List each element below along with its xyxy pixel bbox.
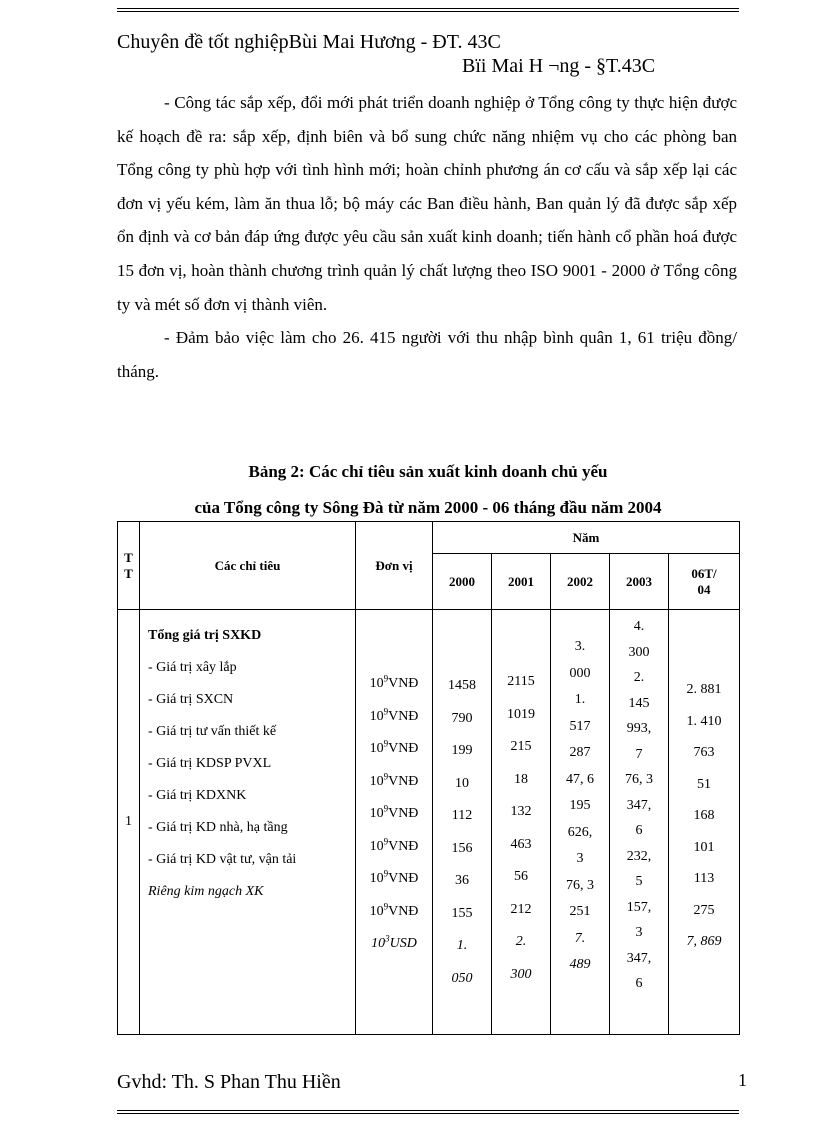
values-2002 (551, 610, 609, 979)
value-cell: 347, (626, 950, 652, 966)
values-2001-cell (492, 610, 551, 1035)
value-cell: 3. (574, 639, 586, 654)
y2004-line-1: 06T/ (691, 565, 717, 581)
value-cell: 76, 3 (625, 772, 653, 787)
value-cell: 212 (510, 901, 532, 917)
value-cell: 215 (510, 739, 532, 754)
unit-item: $10^9VNĐ$ (369, 900, 419, 919)
value-cell: 155 (451, 905, 473, 921)
indicator-item: - Giá trị SXCN (148, 692, 234, 707)
table-subtitle: của Tổng công ty Sông Đà từ năm 2000 - 06 tháng đầu năm 2004 (194, 498, 662, 517)
indicator-item: - Giá trị xây lắp (148, 660, 237, 675)
value-cell: 2. (515, 934, 527, 949)
value-cell: 287 (569, 745, 591, 760)
value-cell: 4. (633, 619, 645, 634)
value-cell: 1019 (507, 706, 535, 722)
value-cell: 195 (569, 798, 591, 813)
unit-item: $10^3USD$ (371, 933, 417, 951)
indicator-item: - Giá trị KD vật tư, vận tải (148, 852, 297, 867)
unit-item: $10^9VNĐ$ (369, 770, 419, 789)
indicator-item: - Giá trị KD nhà, hạ tầng (148, 820, 288, 835)
value-cell: 2115 (507, 674, 535, 689)
indicator-list (140, 610, 355, 908)
footer-advisor: Gvhd: Th. S Phan Thu Hiền (117, 1071, 341, 1093)
paragraph-restructuring: - Công tác sắp xếp, đổi mới phát triển doanh nghiệp ở Tổng công ty thực hiện được kế hoạch đề ra: sắp xếp, định biên và bổ sung chức năng nhiệm vụ cho các phòng ban Tổng công ty phù hợp với tình hình mới; hoàn chỉnh phương án cơ cấu và sắp xếp lại các đơn vị yếu kém, làm ăn thua lỗ; bộ máy các Ban điều hành, Ban quản lý đã được sắp xếp ổn định và cơ bản đáp ứng được yêu cầu sản xuất kinh doanh; tiến hành cổ phần hoá được 15 đơn vị, hoàn thành chương trình quản lý chất lượng theo ISO 9001 - 2000 ở Tổng công ty và mét số đơn vị thành viên. (117, 93, 737, 314)
value-cell: 050 (451, 970, 473, 986)
values-2003-cell (610, 610, 669, 1035)
value-cell: 5 (635, 874, 643, 889)
value-cell: 463 (510, 836, 532, 852)
col-header-unit: Đơn vị (356, 522, 433, 610)
value-cell: 157, (626, 899, 652, 915)
value-cell: 275 (693, 902, 715, 918)
value-cell: 18 (514, 771, 528, 787)
col-header-2003: 2003 (610, 554, 669, 610)
value-cell: 199 (451, 743, 473, 758)
value-cell: 3 (635, 925, 643, 940)
value-cell: 763 (693, 745, 715, 760)
value-cell: 112 (451, 808, 473, 823)
value-cell: 47, 6 (566, 771, 594, 787)
footer-rule (117, 1110, 739, 1114)
value-cell: 168 (693, 808, 715, 823)
value-cell: 145 (628, 695, 650, 711)
col-header-tt (118, 522, 140, 610)
value-cell: 000 (569, 665, 591, 681)
indicators-table (117, 521, 740, 1035)
value-cell: 626, (567, 824, 593, 840)
table-row (118, 610, 740, 1035)
unit-cell (356, 610, 433, 1035)
header-title: Chuyên đề tốt nghiệpBùi Mai Hương - ĐT. 43C (117, 31, 501, 53)
value-cell: 300 (628, 644, 650, 660)
value-cell: 1. 410 (686, 713, 722, 729)
value-cell: 6 (635, 823, 643, 838)
value-cell: 1. (574, 692, 586, 707)
indicator-item: Riêng kim ngạch XK (148, 884, 264, 899)
values-2000 (433, 610, 491, 995)
header-garbled-author: Bïi Mai H ¬ng - §T.43C (462, 55, 656, 77)
values-2000-cell (433, 610, 492, 1035)
unit-item: $10^9VNĐ$ (369, 803, 419, 821)
unit-item: $10^9VNĐ$ (369, 705, 419, 724)
unit-item: $10^9VNĐ$ (369, 673, 419, 691)
value-cell: 132 (510, 804, 532, 819)
col-header-year-group: Năm (433, 522, 740, 554)
indicator-item: Tổng giá trị SXKD (148, 628, 262, 643)
values-2003 (610, 610, 668, 997)
indicator-item: - Giá trị KDXNK (148, 788, 247, 803)
value-cell: 10 (455, 775, 469, 791)
value-cell: 347, (626, 797, 652, 813)
col-header-2002: 2002 (551, 554, 610, 610)
value-cell: 1458 (448, 678, 476, 693)
indicator-item: - Giá trị tư vấn thiết kế (148, 724, 277, 739)
value-cell: 7. (574, 930, 586, 946)
value-cell: 113 (693, 871, 715, 886)
row-number: 1 (118, 610, 140, 1035)
value-cell: 51 (697, 776, 711, 792)
values-2002-cell (551, 610, 610, 1035)
body-text (117, 86, 737, 388)
value-cell: 993, (626, 721, 652, 736)
value-cell: 3 (576, 851, 584, 866)
value-cell: 251 (569, 904, 591, 919)
tt-letter-1: T (124, 549, 133, 565)
value-cell: 156 (451, 840, 473, 856)
paragraph-employment: - Đảm bảo việc làm cho 26. 415 người với thu nhập bình quân 1, 61 triệu đồng/ tháng. (117, 328, 737, 381)
value-cell: 2. 881 (686, 682, 722, 697)
value-cell: 2. (633, 670, 645, 685)
value-cell: 7 (635, 746, 643, 762)
col-header-2004 (669, 554, 740, 610)
y2004-line-2: 04 (697, 581, 711, 597)
value-cell: 6 (635, 976, 643, 991)
value-cell: 232, (626, 848, 652, 864)
value-cell: 1. (456, 938, 468, 953)
unit-item: $10^9VNĐ$ (369, 738, 419, 756)
page-number: 1 (738, 1070, 747, 1090)
value-cell: 489 (569, 957, 591, 972)
col-header-2001: 2001 (492, 554, 551, 610)
header-rule (117, 8, 739, 12)
value-cell: 7, 869 (686, 934, 722, 949)
value-cell: 300 (510, 966, 532, 982)
col-header-indicator: Các chỉ tiêu (140, 522, 356, 610)
value-cell: 101 (693, 839, 715, 855)
indicator-item: - Giá trị KDSP PVXL (148, 756, 272, 771)
col-header-2000: 2000 (433, 554, 492, 610)
tt-letter-2: T (124, 565, 133, 581)
value-cell: 790 (451, 710, 473, 726)
values-2004-cell (669, 610, 740, 1035)
value-cell: 517 (569, 718, 591, 734)
table-title: Bảng 2: Các chỉ tiêu sản xuất kinh doanh chủ yếu (248, 462, 608, 481)
value-cell: 56 (514, 869, 528, 884)
unit-item: $10^9VNĐ$ (369, 835, 419, 854)
unit-item: $10^9VNĐ$ (369, 868, 419, 886)
value-cell: 36 (455, 873, 469, 888)
values-2001 (492, 610, 550, 991)
value-cell: 76, 3 (566, 877, 594, 893)
indicator-cell (140, 610, 356, 1035)
values-2004 (669, 610, 739, 958)
unit-list (356, 610, 432, 961)
